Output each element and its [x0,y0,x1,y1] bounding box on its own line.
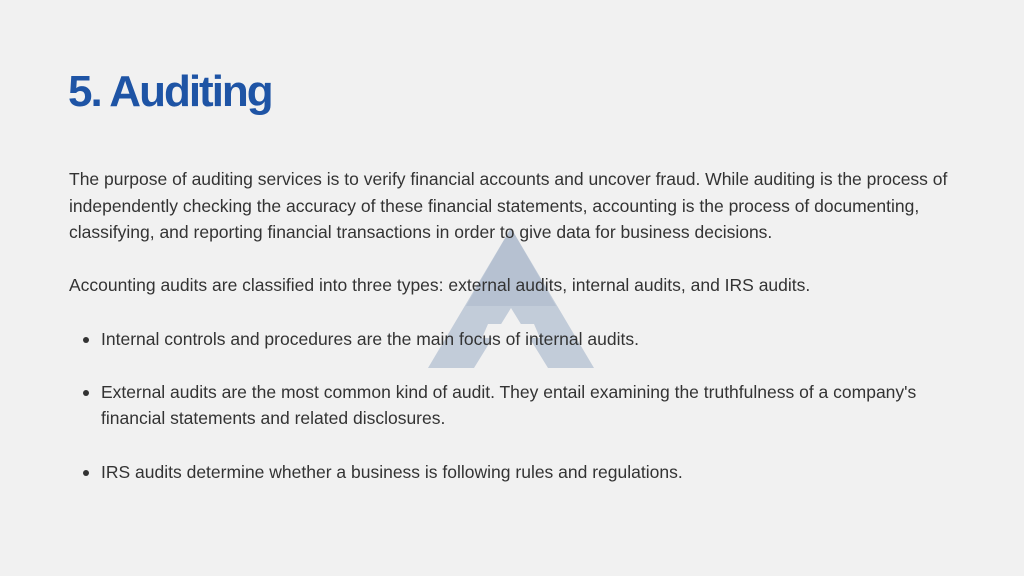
bullet-icon [83,337,89,343]
bullet-text: External audits are the most common kind of audit. They entail examining the truthfulness of a company's financial statements and related disclosures. [101,381,917,429]
bullet-icon [83,470,89,476]
slide-body [69,166,969,512]
page-title: 5. Auditing [68,67,272,116]
bullet-icon [83,390,89,396]
list-item [69,326,969,353]
bullet-text: IRS audits determine whether a business is following rules and regulations. [101,461,683,482]
bullet-text: Internal controls and procedures are the main focus of internal audits. [101,328,639,349]
bullet-list [69,326,969,486]
list-item [69,379,969,432]
intro-paragraph: The purpose of auditing services is to verify financial accounts and uncover fraud. While auditing is the process of independently checking the accuracy of these financial statements, accounting is the process of documenting, classifying, and reporting financial transactions in order to give data for business decisions. [69,169,948,243]
list-item [69,459,969,486]
audit-types-paragraph: Accounting audits are classified into three types: external audits, internal audits, and IRS audits. [69,275,811,296]
